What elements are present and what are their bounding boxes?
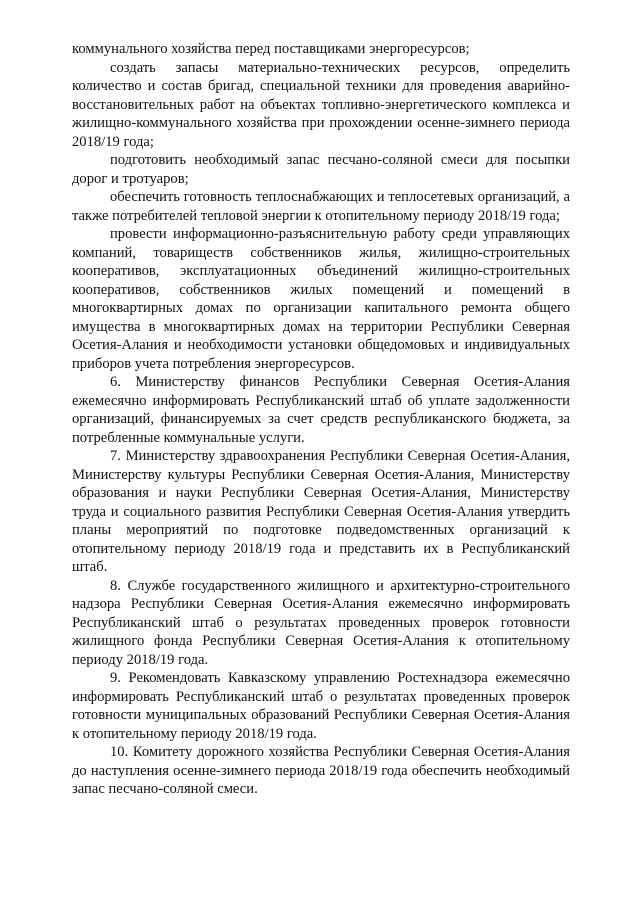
paragraph-item-9: 9. Рекомендовать Кавказскому управлению Ростехнадзора ежемесячно информировать Республиканский штаб о результатах проведенных проверок готовности муниципальных образований Республики Северная Осетия-Алания к отопительному периоду 2018/19 года. [72,670,570,742]
paragraph-heat-supply-readiness: обеспечить готовность теплоснабжающих и теплосетевых организаций, а также потребителей тепловой энергии к отопительному периоду 2018/19 года; [72,189,570,224]
paragraph-item-8: 8. Службе государственного жилищного и архитектурно-строительного надзора Республики Северная Осетия-Алания ежемесячно информировать Республиканский штаб о результатах проведенных проверок готовности жилищного фонда Республики Северная Осетия-Алания к отопительному периоду 2018/19 года. [72,577,570,668]
paragraph-continuation: коммунального хозяйства перед поставщиками энергоресурсов; [72,41,470,57]
paragraph-item-10: 10. Комитету дорожного хозяйства Республики Северная Осетия-Алания до наступления осенне-зимнего периода 2018/19 года обеспечить необходимый запас песчано-соляной смеси. [72,744,570,797]
paragraph-item-7: 7. Министерству здравоохранения Республики Северная Осетия-Алания, Министерству культуры Республики Северная Осетия-Алания, Министерству образования и науки Республики Северная Осетия-Алания, Министерству труда и социального развития Республики Северная Осетия-Алания утвердить планы мероприятий по подготовке подведомственных организаций к отопительному периоду 2018/19 года и представить их в Республиканский штаб. [72,448,570,575]
paragraph-information-work: провести информационно-разъяснительную работу среди управляющих компаний, товариществ собственников жилья, жилищно-строительных кооперативов, эксплуатационных объединений жилищно-строительных кооперативов, собственников жилых помещений и помещений в многоквартирных домах по организации капитального ремонта общего имущества в многоквартирных домах на территории Республики Северная Осетия-Алания и необходимости установки общедомовых и индивидуальных приборов учета потребления энергоресурсов. [72,226,570,372]
paragraph-sand-salt-mix: подготовить необходимый запас песчано-соляной смеси для посыпки дорог и тротуаров; [72,152,570,187]
document-page [72,40,570,799]
paragraph-create-reserves: создать запасы материально-технических ресурсов, определить количество и состав бригад, специальной техники для проведения аварийно-восстановительных работ на объектах топливно-энергетического комплекса и жилищно-коммунального хозяйства при прохождении осенне-зимнего периода 2018/19 года; [72,59,570,150]
paragraph-item-6: 6. Министерству финансов Республики Северная Осетия-Алания ежемесячно информировать Республиканский штаб об уплате задолженности организаций, финансируемых за счет средств республиканского бюджета, за потребленные коммунальные услуги. [72,374,570,446]
